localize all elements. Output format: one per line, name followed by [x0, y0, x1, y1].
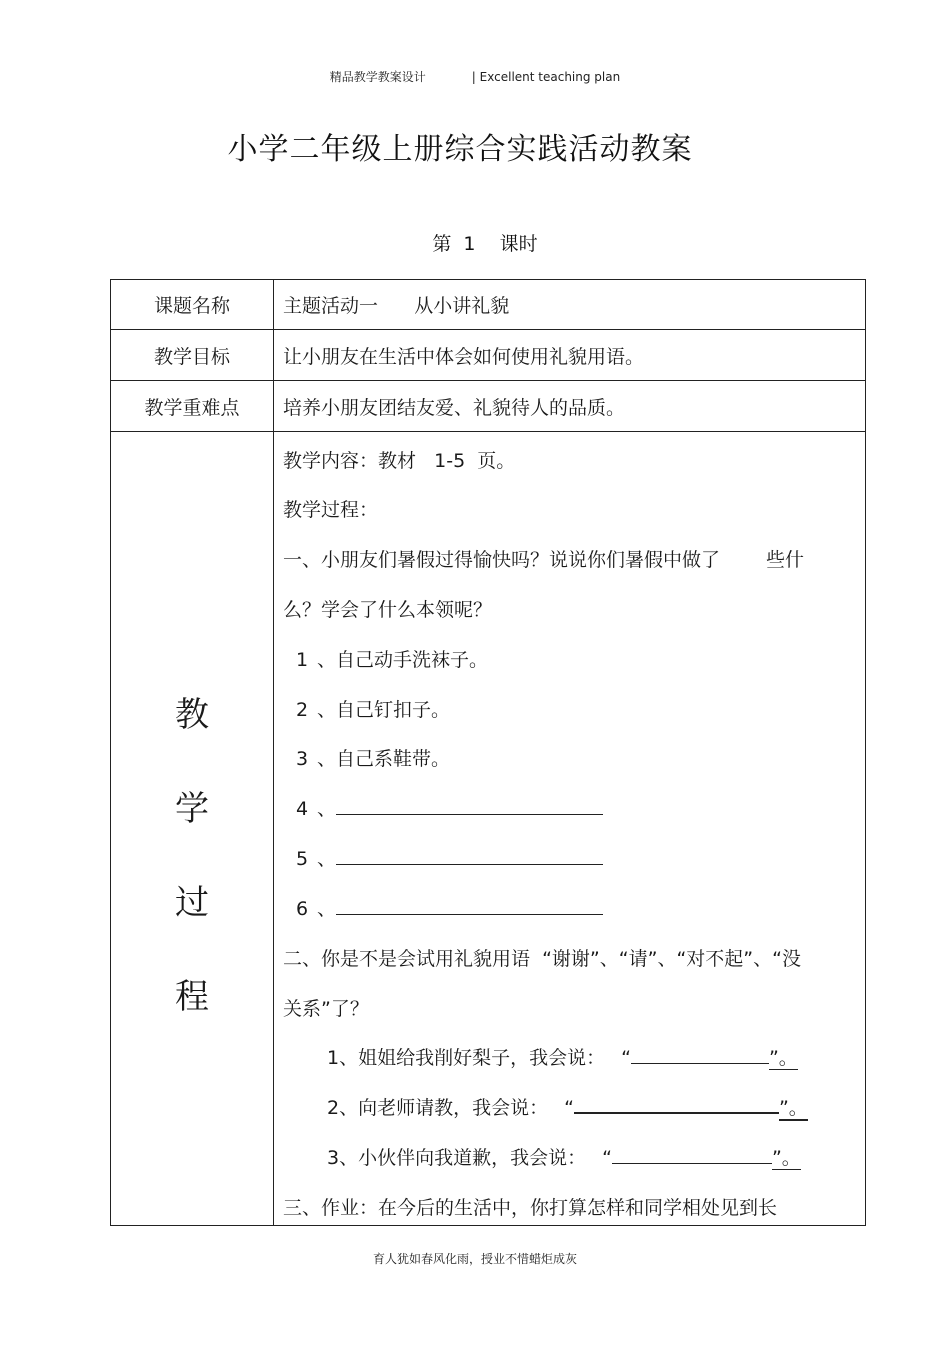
item-text: 、自己钉扣子。 [317, 699, 451, 721]
process-label-char: 教 [175, 695, 209, 735]
item-number: 3 [295, 748, 309, 770]
item-number: 2 [295, 699, 309, 721]
item-number: 6 [295, 898, 309, 920]
lesson-number: 第 1 课时 [432, 233, 538, 255]
section-1-line-1 [283, 545, 804, 572]
fill-blank[interactable] [336, 798, 603, 815]
fill-blank[interactable] [574, 1096, 779, 1114]
process-label [111, 432, 274, 1225]
scenario-text: 2、向老师请教，我会说： [327, 1097, 549, 1119]
list-item-blank [287, 894, 603, 921]
scenario-item [327, 1043, 798, 1070]
lesson-plan-table [110, 279, 866, 1226]
fill-blank[interactable] [631, 1047, 769, 1064]
table-row [111, 280, 865, 330]
item-text: 、自己动手洗袜子。 [317, 649, 489, 671]
scenario-text: 3、小伙伴向我道歉，我会说： [327, 1147, 587, 1169]
list-item-blank [287, 844, 603, 871]
item-number: 5 [295, 848, 309, 870]
scenario-item [327, 1143, 801, 1170]
item-text: 、 [317, 798, 337, 820]
content-intro: 教学内容：教材 1-5 页。 [283, 450, 516, 472]
section-2-line-1: 二、你是不是会试用礼貌用语 “谢谢”、“请”、“对不起”、“没 [283, 948, 801, 970]
item-text: 、 [317, 848, 337, 870]
page-header [0, 68, 950, 85]
section-2-line-2: 关系”了？ [283, 998, 369, 1020]
table-row [111, 330, 865, 381]
section-1-line-2: 么？学会了什么本领呢？ [283, 599, 493, 621]
open-quote: “ [564, 1097, 574, 1119]
close-quote: ”。 [771, 1147, 801, 1169]
section-1-text: 一、小朋友们暑假过得愉快吗？说说你们暑假中做了 [283, 549, 721, 571]
row-label: 课题名称 [111, 280, 274, 329]
header-right: | Excellent teaching plan [471, 70, 621, 84]
fill-blank[interactable] [336, 898, 603, 915]
fill-blank[interactable] [612, 1147, 772, 1164]
list-item [287, 744, 450, 771]
close-quote: ”。 [768, 1047, 798, 1069]
section-1-tail: 些什 [766, 549, 805, 571]
item-text: 、 [317, 898, 337, 920]
list-item [287, 695, 450, 722]
row-value: 让小朋友在生活中体会如何使用礼貌用语。 [283, 345, 645, 368]
page-footer: 育人犹如春风化雨，授业不惜蜡炬成灰 [372, 1252, 577, 1266]
document-title: 小学二年级上册综合实践活动教案 [227, 132, 693, 167]
row-label: 教学重难点 [111, 381, 274, 431]
item-text: 、自己系鞋带。 [317, 748, 451, 770]
section-3: 三、作业：在今后的生活中，你打算怎样和同学相处见到长 [283, 1197, 778, 1219]
open-quote: “ [602, 1147, 612, 1169]
table-row [111, 381, 865, 432]
scenario-item [327, 1093, 808, 1120]
table-row-process [111, 432, 865, 1225]
row-value: 主题活动一 从小讲礼貌 [283, 295, 510, 317]
list-item [287, 645, 488, 672]
process-label-char: 程 [175, 977, 209, 1017]
open-quote: “ [621, 1047, 631, 1069]
process-title: 教学过程： [283, 499, 379, 521]
list-item-blank [287, 794, 603, 821]
row-value: 培养小朋友团结友爱、礼貌待人的品质。 [283, 396, 626, 419]
fill-blank[interactable] [336, 848, 603, 865]
header-left: 精品教学教案设计 [329, 70, 426, 84]
item-number: 4 [295, 798, 309, 820]
process-content [274, 432, 865, 1225]
scenario-text: 1、姐姐给我削好梨子，我会说： [327, 1047, 606, 1069]
process-label-char: 过 [175, 883, 209, 923]
close-quote: ”。 [778, 1097, 808, 1119]
process-label-char: 学 [175, 789, 209, 829]
row-label: 教学目标 [111, 330, 274, 380]
item-number: 1 [295, 649, 309, 671]
